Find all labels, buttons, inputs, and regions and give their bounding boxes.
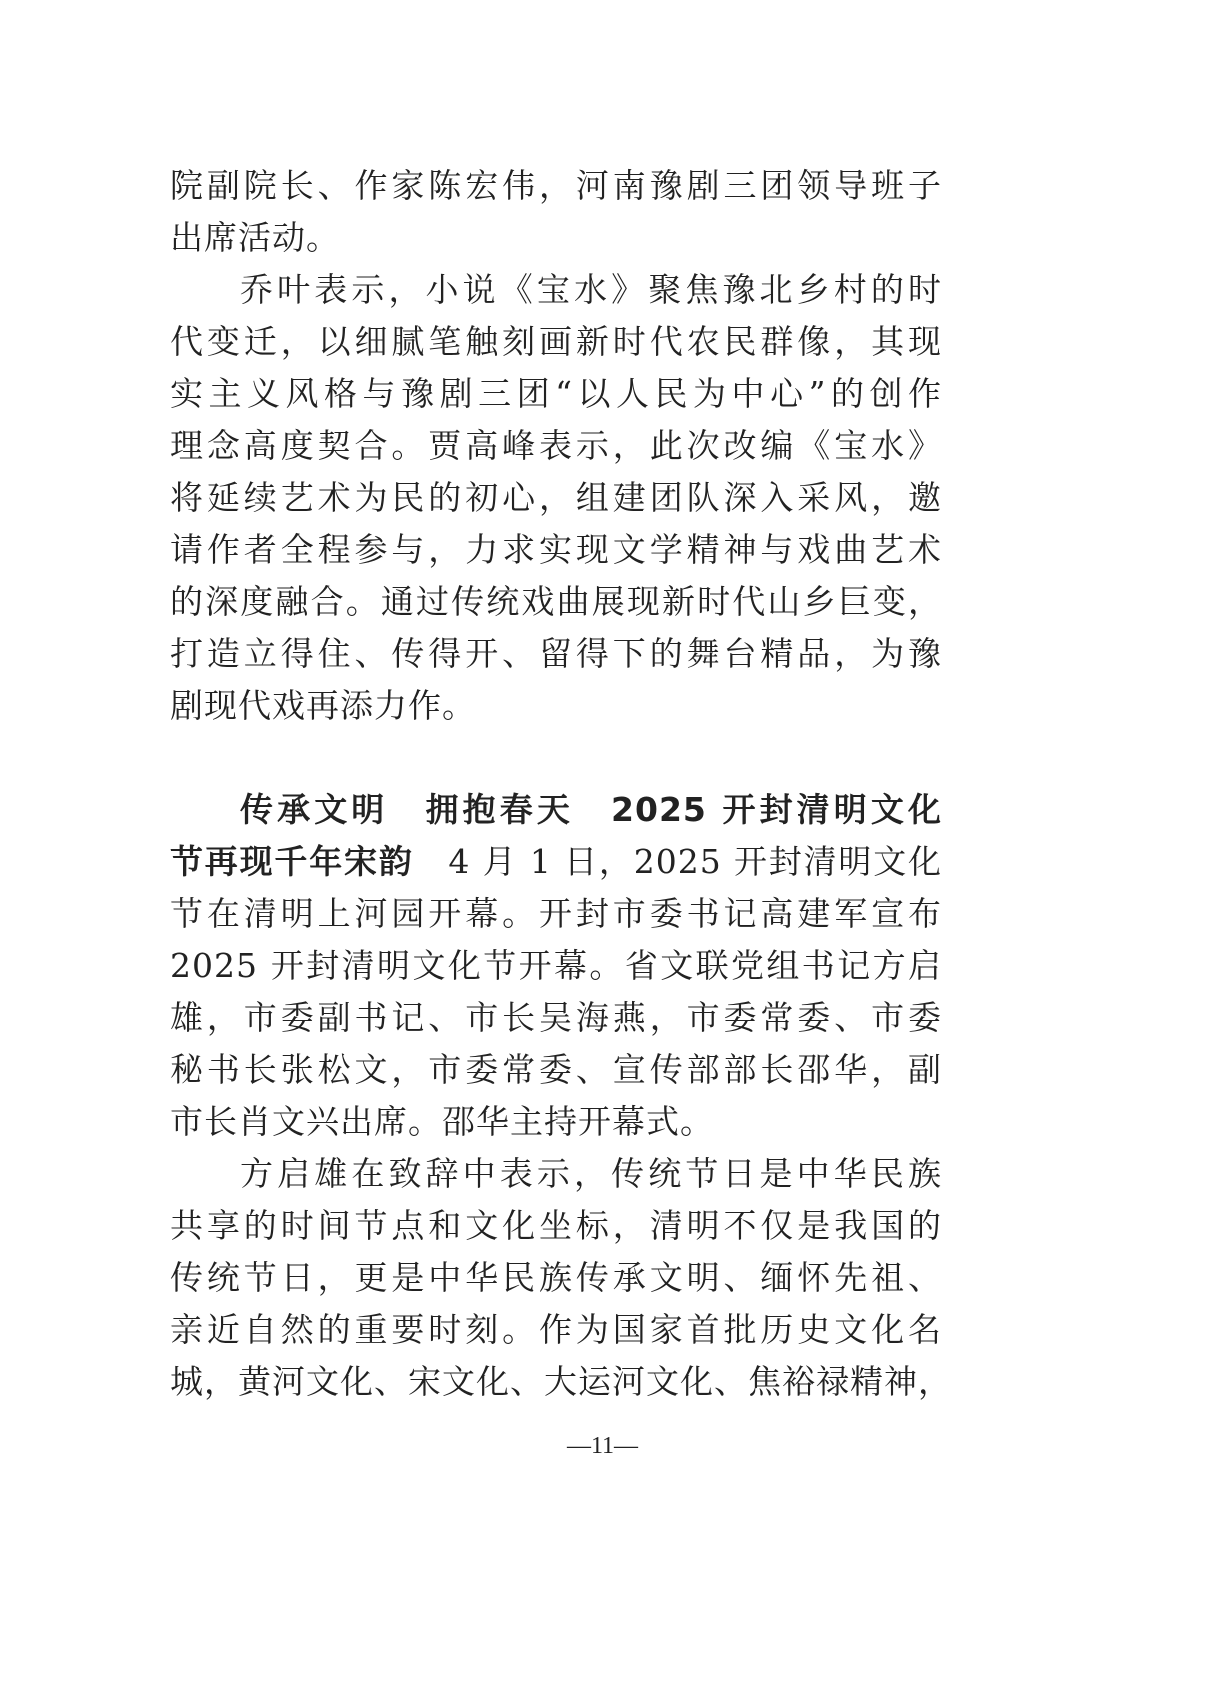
text-line: 将延续艺术为民的初心，组建团队深入采风，邀 [170, 478, 942, 517]
text-line: 市长肖文兴出席。邵华主持开幕式。 [170, 1102, 714, 1141]
text-line: 院副院长、作家陈宏伟，河南豫剧三团领导班子 [170, 166, 942, 205]
text-line: 理念高度契合。贾高峰表示，此次改编《宝水》 [170, 426, 942, 465]
paragraph [170, 160, 942, 264]
text-line: 亲近自然的重要时刻。作为国家首批历史文化名 [170, 1310, 942, 1349]
text-line: 打造立得住、传得开、留得下的舞台精品，为豫 [170, 634, 942, 673]
text-line: 2025 开封清明文化节开幕。省文联党组书记方启 [170, 946, 942, 985]
news-heading: 传承文明 拥抱春天 2025 开封清明文化 [240, 790, 942, 829]
text-line: 出席活动。 [170, 218, 340, 257]
text-line: 雄，市委副书记、市长吴海燕，市委常委、市委 [170, 998, 942, 1037]
paragraph [170, 264, 942, 732]
news-item [170, 784, 942, 1148]
paragraph [170, 1148, 952, 1408]
text-line: 共享的时间节点和文化坐标，清明不仅是我国的 [170, 1206, 942, 1245]
text-line: 乔叶表示，小说《宝水》聚焦豫北乡村的时 [240, 270, 942, 309]
text-line: 代变迁，以细腻笔触刻画新时代农民群像，其现 [170, 322, 942, 361]
text-line: 城，黄河文化、宋文化、大运河文化、焦裕禄精神， [170, 1362, 952, 1401]
text-line: 秘书长张松文，市委常委、宣传部部长邵华，副 [170, 1050, 942, 1089]
text-line: 的深度融合。通过传统戏曲展现新时代山乡巨变， [170, 582, 942, 621]
text-span: 4 月 1 日，2025 开封清明文化 [413, 842, 942, 881]
text-line [170, 836, 942, 888]
text-line: 请作者全程参与，力求实现文学精神与戏曲艺术 [170, 530, 942, 569]
text-line: 节在清明上河园开幕。开封市委书记高建军宣布 [170, 894, 942, 933]
text-line: 剧现代戏再添力作。 [170, 686, 476, 725]
text-line: 方启雄在致辞中表示，传统节日是中华民族 [240, 1154, 942, 1193]
document-body [170, 160, 952, 1408]
text-line: 传统节日，更是中华民族传承文明、缅怀先祖、 [170, 1258, 942, 1297]
page-number: —11— [566, 1433, 639, 1459]
text-line: 实主义风格与豫剧三团“以人民为中心”的创作 [170, 374, 942, 413]
news-heading-cont: 节再现千年宋韵 [170, 842, 414, 881]
